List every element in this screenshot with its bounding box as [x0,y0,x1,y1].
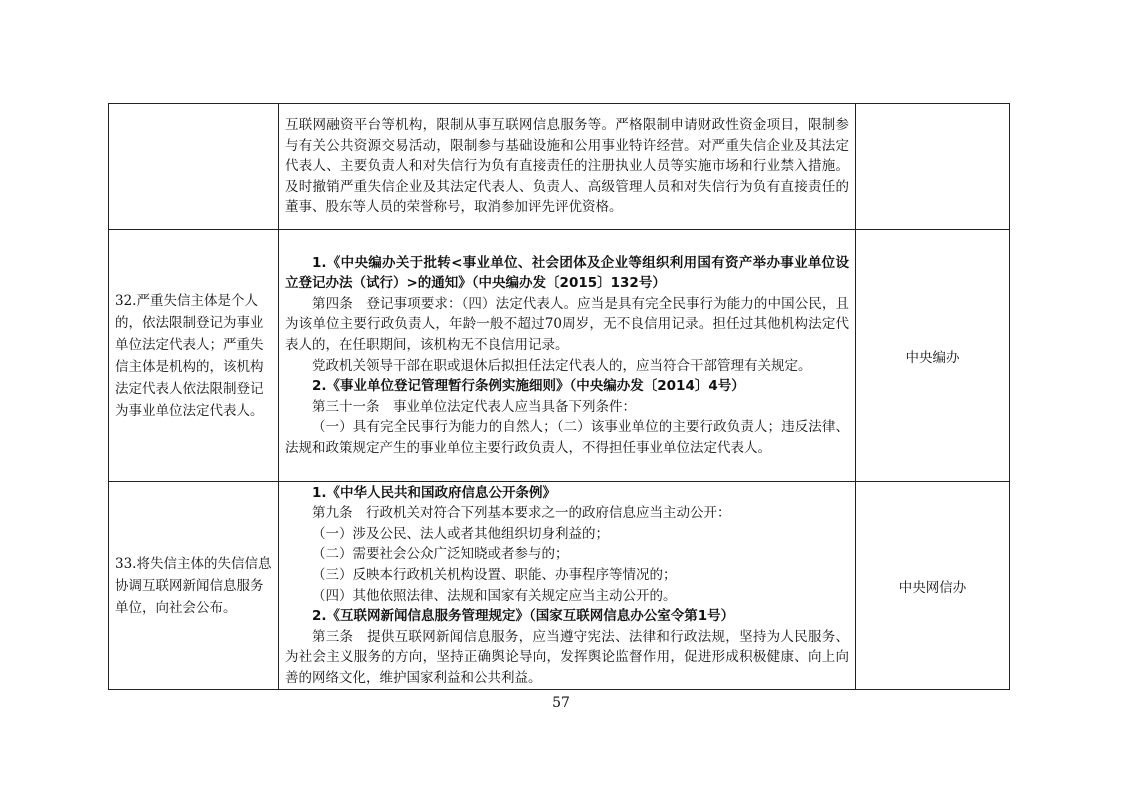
legal-text: 互联网融资平台等机构，限制从事互联网信息服务等。严格限制申请财政性资金项目，限制参与有关公共资源交易活动，限制参与基础设施和公用事业特许经营。对严重失信企业及其法定代表人、主要负责人和对失信行为负有直接责任的注册执业人员等实施市场和行业禁入措施。及时撤销严重失信企业及其法定代表人、负责人、高级管理人员和对失信行为负有直接责任的董事、股东等人员的荣誉称号，取消参加评先评优资格。 [285,117,849,216]
legal-text: （三）反映本行政机关机构设置、职能、办事程序等情况的； [312,566,677,583]
law-title: 1.《中央编办关于批转<事业单位、社会团体及企业等组织利用国有资产举办事业单位设立登记办法（试行）>的通知》（中央编办发〔2015〕132号） [285,254,849,292]
legal-basis-cell [279,230,856,482]
measure-item-cell [109,104,279,230]
table-row [109,482,1010,690]
department-cell: 中央网信办 [856,482,1010,690]
legal-text: 第三十一条 事业单位法定代表人应当具备下列条件： [312,398,636,415]
measure-item-cell: 33.将失信主体的失信信息协调互联网新闻信息服务单位，向社会公布。 [109,482,279,690]
legal-text: （二）需要社会公众广泛知晓或者参与的； [312,546,569,563]
law-title: 1.《中华人民共和国政府信息公开条例》 [312,484,557,501]
measure-item-cell: 32.严重失信主体是个人的，依法限制登记为事业单位法定代表人；严重失信主体是机构的，该机构法定代表人依法限制登记为事业单位法定代表人。 [109,230,279,482]
department-cell: 中央编办 [856,230,1010,482]
legal-text: （一）具有完全民事行为能力的自然人；（二）该事业单位的主要行政负责人；违反法律、法规和政策规定产生的事业单位主要行政负责人，不得担任事业单位法定代表人。 [285,419,849,456]
law-title: 2.《事业单位登记管理暂行条例实施细则》（中央编办发〔2014〕4号） [312,378,745,395]
table-row [109,230,1010,482]
table-row [109,104,1010,230]
legal-text: 第九条 行政机关对符合下列基本要求之一的政府信息应当主动公开： [312,505,731,522]
legal-basis-cell [279,104,856,230]
legal-basis-cell [279,482,856,690]
law-title: 2.《互联网新闻信息服务管理规定》（国家互联网信息办公室令第1号） [312,608,735,625]
legal-text: 党政机关领导干部在职或退休后拟担任法定代表人的，应当符合干部管理有关规定。 [312,357,812,374]
department-cell [856,104,1010,230]
legal-text: 第三条 提供互联网新闻信息服务，应当遵守宪法、法律和行政法规，坚持为人民服务、为社会主义服务的方向，坚持正确舆论导向，发挥舆论监督作用，促进形成积极健康、向上向善的网络文化，维护国家利益和公共利益。 [285,628,849,686]
legal-text: 第四条 登记事项要求：（四）法定代表人。应当是具有完全民事行为能力的中国公民，且为该单位主要行政负责人，年龄一般不超过70周岁，无不良信用记录。担任过其他机构法定代表人的，在任职期间，该机构无不良信用记录。 [285,295,849,353]
measures-table [108,103,1010,690]
legal-text: （一）涉及公民、法人或者其他组织切身利益的； [312,525,609,542]
legal-text: （四）其他依照法律、法规和国家有关规定应当主动公开的。 [312,587,677,604]
page-number: 57 [552,695,570,711]
